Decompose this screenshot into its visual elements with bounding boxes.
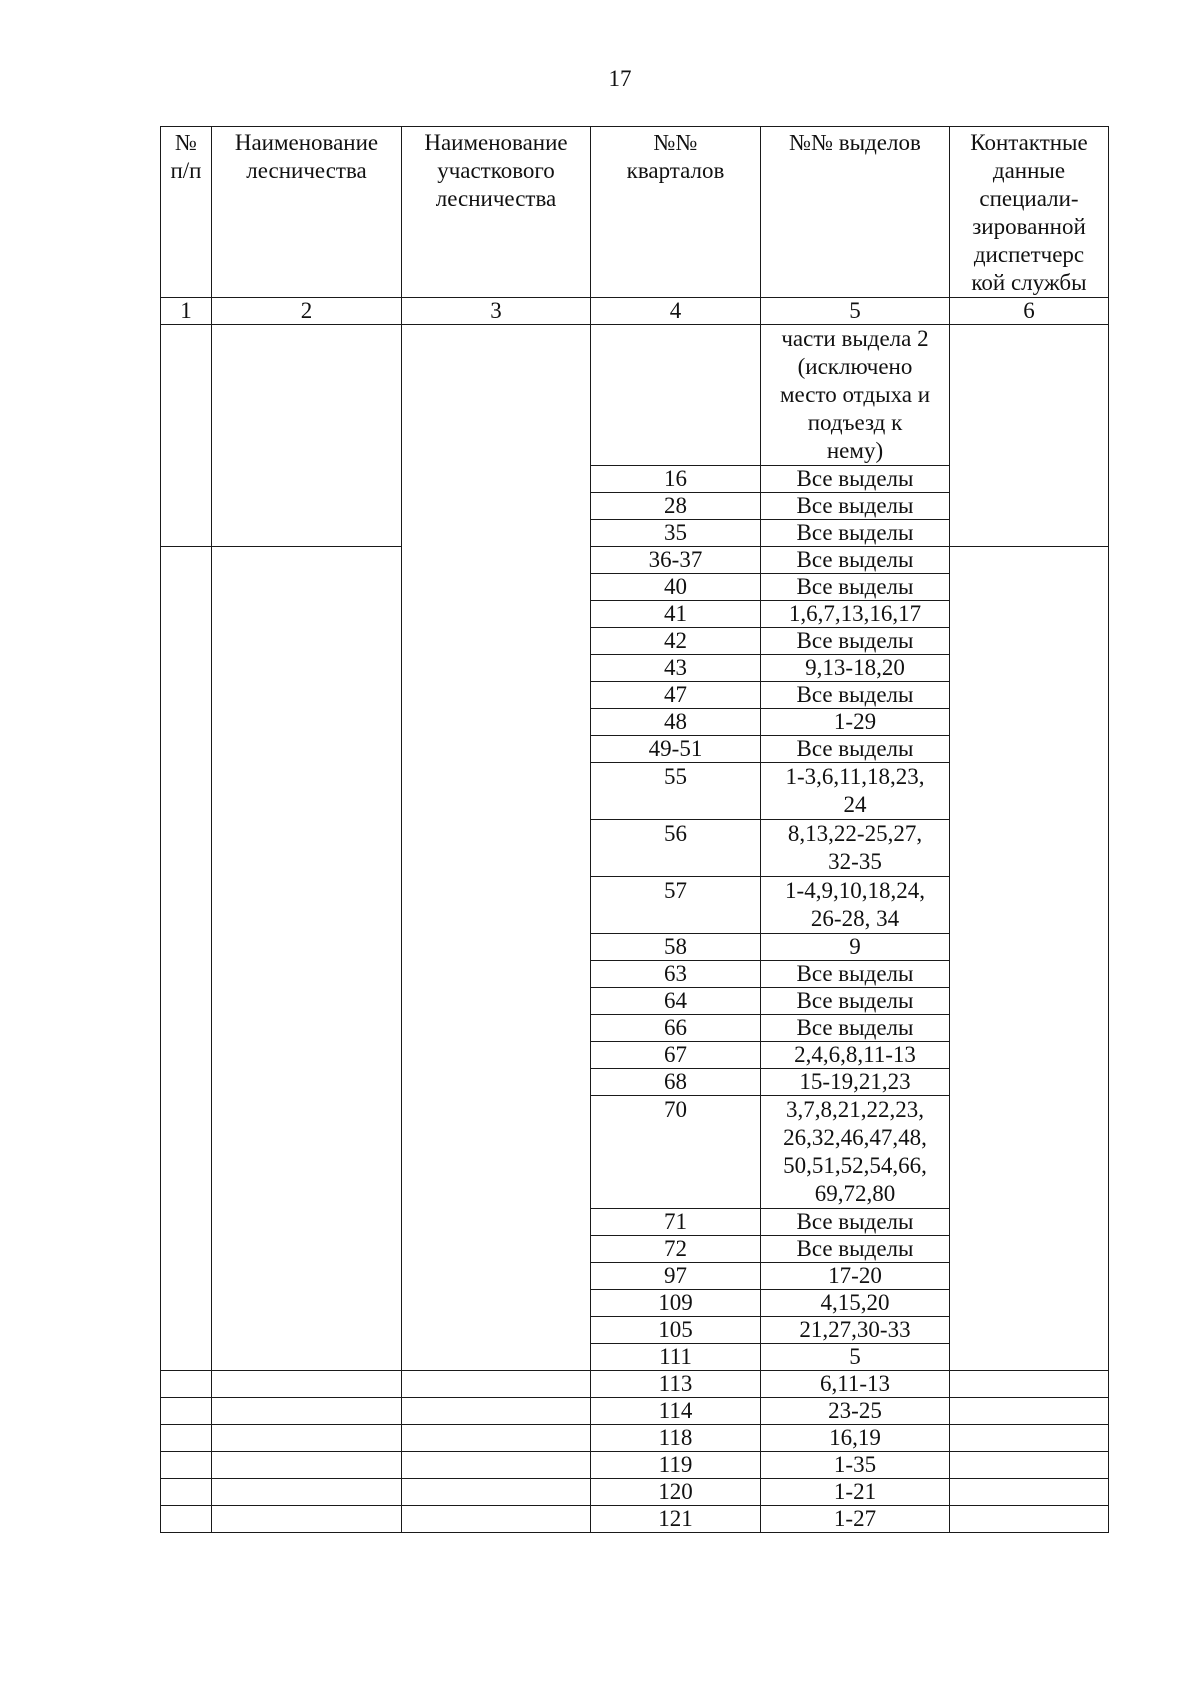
row-number-cell [161,1425,212,1452]
row-number-cell [161,1506,212,1533]
forestry-table [160,126,1109,1533]
allotments-cell: Все выделы [761,988,950,1015]
column-number-row [161,298,1109,325]
allotments-cell: Все выделы [761,1209,950,1236]
quarter-cell: 64 [591,988,761,1015]
column-number-cell: 3 [402,298,591,325]
allotments-cell: 1-27 [761,1506,950,1533]
district-forestry-cell [402,325,591,1371]
allotments-cell: 21,27,30-33 [761,1317,950,1344]
quarter-cell: 55 [591,763,761,820]
allotments-cell: 6,11-13 [761,1371,950,1398]
allotments-cell: Все выделы [761,736,950,763]
row-number-cell [161,325,212,547]
quarter-cell: 35 [591,520,761,547]
forestry-cell [212,1398,402,1425]
allotments-cell: 1-3,6,11,18,23, 24 [761,763,950,820]
contacts-cell [950,1371,1109,1398]
column-number-cell: 1 [161,298,212,325]
allotments-cell: 4,15,20 [761,1290,950,1317]
column-number-cell: 5 [761,298,950,325]
allotments-cell: 9 [761,934,950,961]
forestry-cell [212,325,402,547]
quarter-cell: 16 [591,466,761,493]
contacts-cell [950,1398,1109,1425]
quarter-cell: 113 [591,1371,761,1398]
table-body [161,325,1109,1533]
allotments-cell: Все выделы [761,574,950,601]
header-cell: №№ кварталов [591,127,761,298]
allotments-cell: 15-19,21,23 [761,1069,950,1096]
quarter-cell: 40 [591,574,761,601]
quarter-cell [591,325,761,466]
row-number-cell [161,547,212,1371]
allotments-cell: Все выделы [761,682,950,709]
allotments-cell: 1-21 [761,1479,950,1506]
contacts-cell [950,547,1109,1371]
table-row [161,1425,1109,1452]
forestry-cell [212,547,402,1371]
row-number-cell [161,1371,212,1398]
quarter-cell: 67 [591,1042,761,1069]
quarter-cell: 121 [591,1506,761,1533]
quarter-cell: 68 [591,1069,761,1096]
quarter-cell: 114 [591,1398,761,1425]
quarter-cell: 120 [591,1479,761,1506]
header-cell: Наименование лесничества [212,127,402,298]
quarter-cell: 48 [591,709,761,736]
contacts-cell [950,325,1109,547]
contacts-cell [950,1452,1109,1479]
quarter-cell: 109 [591,1290,761,1317]
table-row [161,1398,1109,1425]
quarter-cell: 49-51 [591,736,761,763]
forestry-cell [212,1506,402,1533]
district-forestry-cell [402,1371,591,1398]
quarter-cell: 71 [591,1209,761,1236]
allotments-cell: Все выделы [761,1015,950,1042]
page-number: 17 [608,66,632,91]
allotments-cell: 1,6,7,13,16,17 [761,601,950,628]
allotments-cell: Все выделы [761,1236,950,1263]
header-cell: Контактные данные специали- зированной диспетчерс кой службы [950,127,1109,298]
quarter-cell: 36-37 [591,547,761,574]
district-forestry-cell [402,1479,591,1506]
row-number-cell [161,1479,212,1506]
district-forestry-cell [402,1398,591,1425]
allotments-cell: 5 [761,1344,950,1371]
allotments-cell: Все выделы [761,520,950,547]
quarter-cell: 119 [591,1452,761,1479]
row-number-cell [161,1452,212,1479]
allotments-cell: Все выделы [761,466,950,493]
header-cell: Наименование участкового лесничества [402,127,591,298]
district-forestry-cell [402,1506,591,1533]
quarter-cell: 97 [591,1263,761,1290]
allotments-cell: 1-29 [761,709,950,736]
quarter-cell: 111 [591,1344,761,1371]
allotments-cell: 16,19 [761,1425,950,1452]
header-cell: № п/п [161,127,212,298]
table-row [161,1479,1109,1506]
allotments-cell: 9,13-18,20 [761,655,950,682]
table-row [161,1371,1109,1398]
quarter-cell: 70 [591,1096,761,1209]
column-number-cell: 2 [212,298,402,325]
quarter-cell: 43 [591,655,761,682]
quarter-cell: 56 [591,820,761,877]
allotments-cell: 8,13,22-25,27, 32-35 [761,820,950,877]
quarter-cell: 72 [591,1236,761,1263]
district-forestry-cell [402,1452,591,1479]
column-number-cell: 6 [950,298,1109,325]
header-row [161,127,1109,298]
forestry-cell [212,1452,402,1479]
contacts-cell [950,1479,1109,1506]
allotments-cell: Все выделы [761,547,950,574]
allotments-cell: Все выделы [761,493,950,520]
table-row [161,325,1109,466]
table-row [161,1506,1109,1533]
header-cell: №№ выделов [761,127,950,298]
allotments-cell: Все выделы [761,628,950,655]
allotments-cell: 23-25 [761,1398,950,1425]
allotments-cell: 1-4,9,10,18,24, 26-28, 34 [761,877,950,934]
forestry-cell [212,1479,402,1506]
contacts-cell [950,1506,1109,1533]
district-forestry-cell [402,1425,591,1452]
quarter-cell: 105 [591,1317,761,1344]
table-row [161,1452,1109,1479]
allotments-cell: 17-20 [761,1263,950,1290]
allotments-cell: 3,7,8,21,22,23, 26,32,46,47,48, 50,51,52,54,66, 69,72,80 [761,1096,950,1209]
quarter-cell: 41 [591,601,761,628]
quarter-cell: 118 [591,1425,761,1452]
forestry-cell [212,1371,402,1398]
table-row [161,547,1109,574]
allotments-cell: части выдела 2 (исключено место отдыха и подъезд к нему) [761,325,950,466]
contacts-cell [950,1425,1109,1452]
quarter-cell: 57 [591,877,761,934]
row-number-cell [161,1398,212,1425]
forestry-cell [212,1425,402,1452]
allotments-cell: 2,4,6,8,11-13 [761,1042,950,1069]
quarter-cell: 63 [591,961,761,988]
allotments-cell: 1-35 [761,1452,950,1479]
column-number-cell: 4 [591,298,761,325]
quarter-cell: 47 [591,682,761,709]
quarter-cell: 66 [591,1015,761,1042]
quarter-cell: 58 [591,934,761,961]
quarter-cell: 28 [591,493,761,520]
quarter-cell: 42 [591,628,761,655]
allotments-cell: Все выделы [761,961,950,988]
